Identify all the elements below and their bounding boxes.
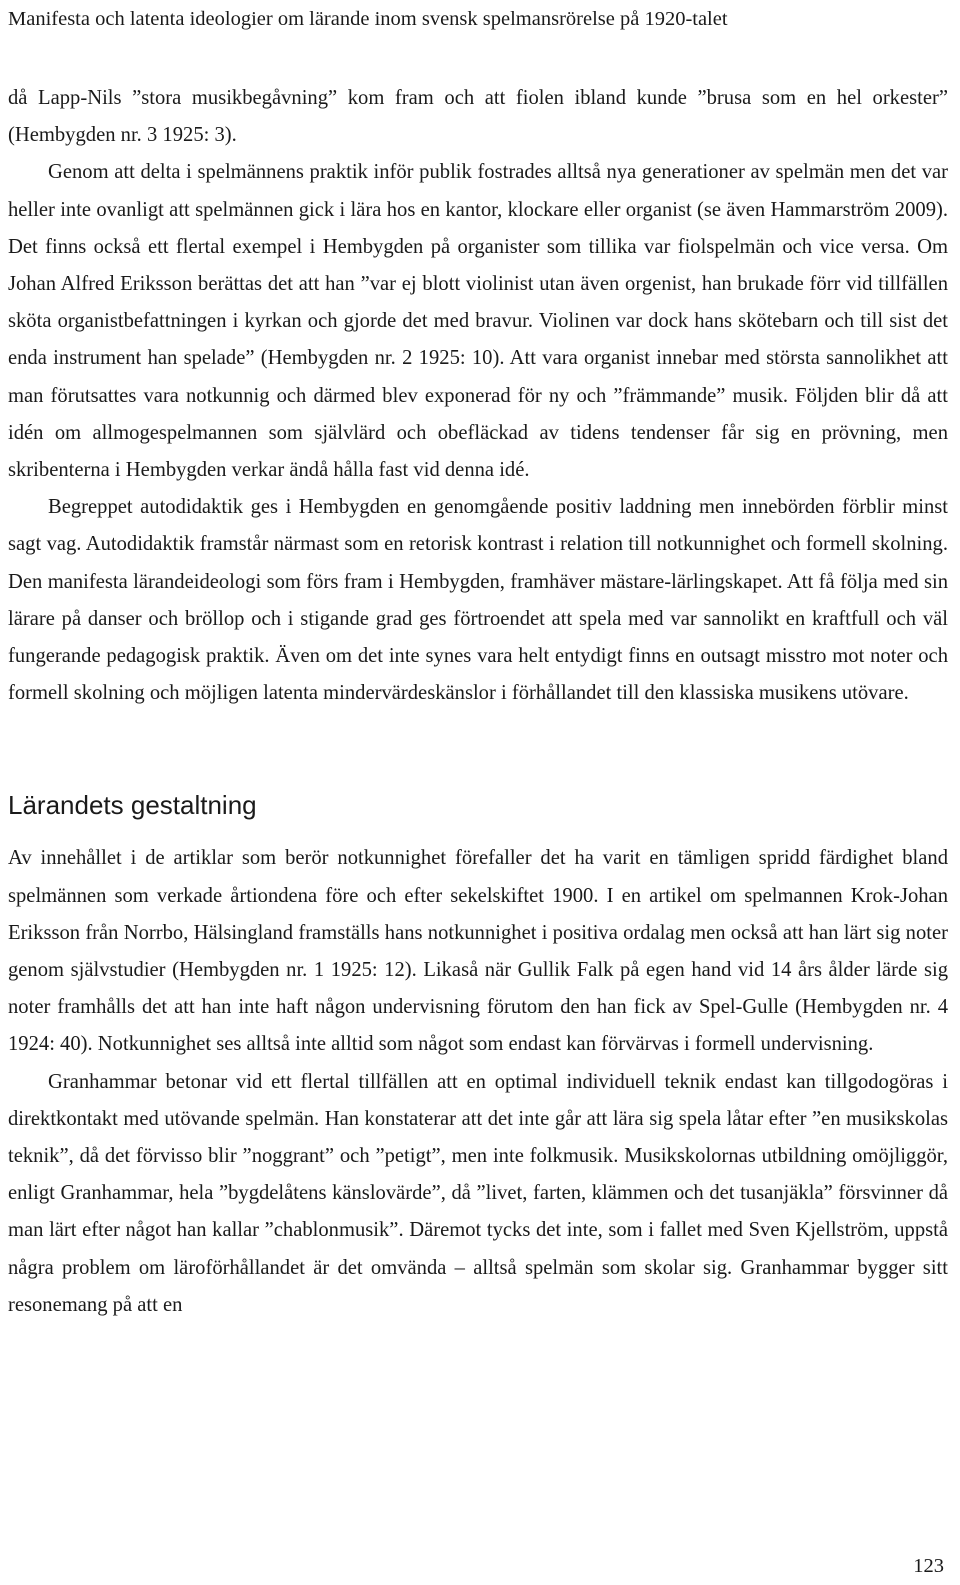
body-text <box>8 80 948 1324</box>
paragraph-organists: Genom att delta i spelmännens praktik inför publik fostrades alltså nya generationer av spelmän men det var heller inte ovanligt att spelmännen gick i lära hos en kantor, klockare eller organist (se även Hammarström 2009). Det finns också ett flertal exempel i Hembygden på organister som tillika var fiolspelmän och vice versa. Om Johan Alfred Eriksson berättas det att han ”var ej blott violinist utan även orgenist, han brukade förr vid tillfällen sköta organistbefattningen i kyrkan och gjorde det med bravur. Violinen var dock hans skötebarn och till sist det enda instrument han spelade” (Hembygden nr. 2 1925: 10). Att vara organist innebar med största sannolikhet att man förutsattes vara notkunnig och därmed blev exponerad för ny och ”främmande” musik. Följden blir då att idén om allmogespelmannen som självlärd och obefläckad av tidens tendenser får sig en prövning, men skribenterna i Hembygden verkar ändå hålla fast vid denna idé. <box>8 161 948 482</box>
paragraph-granhammar: Granhammar betonar vid ett flertal tillfällen att en optimal individuell teknik endast kan tillgodogöras i direktkontakt med utövande spelmän. Han konstaterar att det inte går att lära sig spela låtar efter ”en musikskolas teknik”, då det förvisso blir ”noggrant” och ”petigt”, men inte folkmusik. Musikskolornas utbildning omöjliggör, enligt Granhammar, hela ”bygdelåtens känslovärde”, då ”livet, farten, klämmen och det tusanjäkla” försvinner då man lärt efter något han kallar ”chablonmusik”. Däremot tycks det inte, som i fallet med Sven Kjellström, uppstå några problem om läroförhållandet är det omvända – alltså spelmän som skolar sig. Granhammar bygger sitt resonemang på att en <box>8 1070 948 1316</box>
paragraph-continuation: då Lapp-Nils ”stora musikbegåvning” kom fram och att fiolen ibland kunde ”brusa som en hel orkester” (Hembygden nr. 3 1925: 3). <box>8 87 948 147</box>
paragraph-notkunnighet: Av innehållet i de artiklar som berör notkunnighet förefaller det ha varit en tämligen spridd färdighet bland spelmännen som verkade årtiondena före och efter sekelskiftet 1900. I en artikel om spelmannen Krok-Johan Eriksson från Norrbo, Hälsingland framställs hans notkunnighet i positiva ordalag men också att han lärt sig noter genom självstudier (Hembygden nr. 1 1925: 12). Likaså när Gullik Falk på egen hand vid 14 års ålder lärde sig noter framhålls det att han inte haft någon undervisning förutom den han fick av Spel-Gulle (Hembygden nr. 4 1924: 40). Notkunnighet ses alltså inte alltid som något som endast kan förvärvas i formell undervisning. <box>8 847 948 1056</box>
running-header: Manifesta och latenta ideologier om lärande inom svensk spelmansrörelse på 1920-talet <box>8 8 728 30</box>
paragraph-autodidaktik: Begreppet autodidaktik ges i Hembygden en genomgående positiv laddning men innebörden förblir minst sagt vag. Autodidaktik framstår närmast som en retorisk kontrast i relation till notkunnighet och formell skolning. Den manifesta lärandeideologi som förs fram i Hembygden, framhäver mästare-lärlingskapet. Att få följa med sin lärare på danser och bröllop och i stigande grad ges förtroendet att spela med var sannolikt en kraftfull och väl fungerande pedagogisk praktik. Även om det inte synes vara helt entydigt finns en outsagt misstro mot noter och formell skolning och möjligen latenta mindervärdeskänslor i förhållandet till den klassiska musikens utövare. <box>8 496 948 705</box>
section-heading: Lärandets gestaltning <box>8 790 257 821</box>
page-number: 123 <box>913 1555 944 1577</box>
